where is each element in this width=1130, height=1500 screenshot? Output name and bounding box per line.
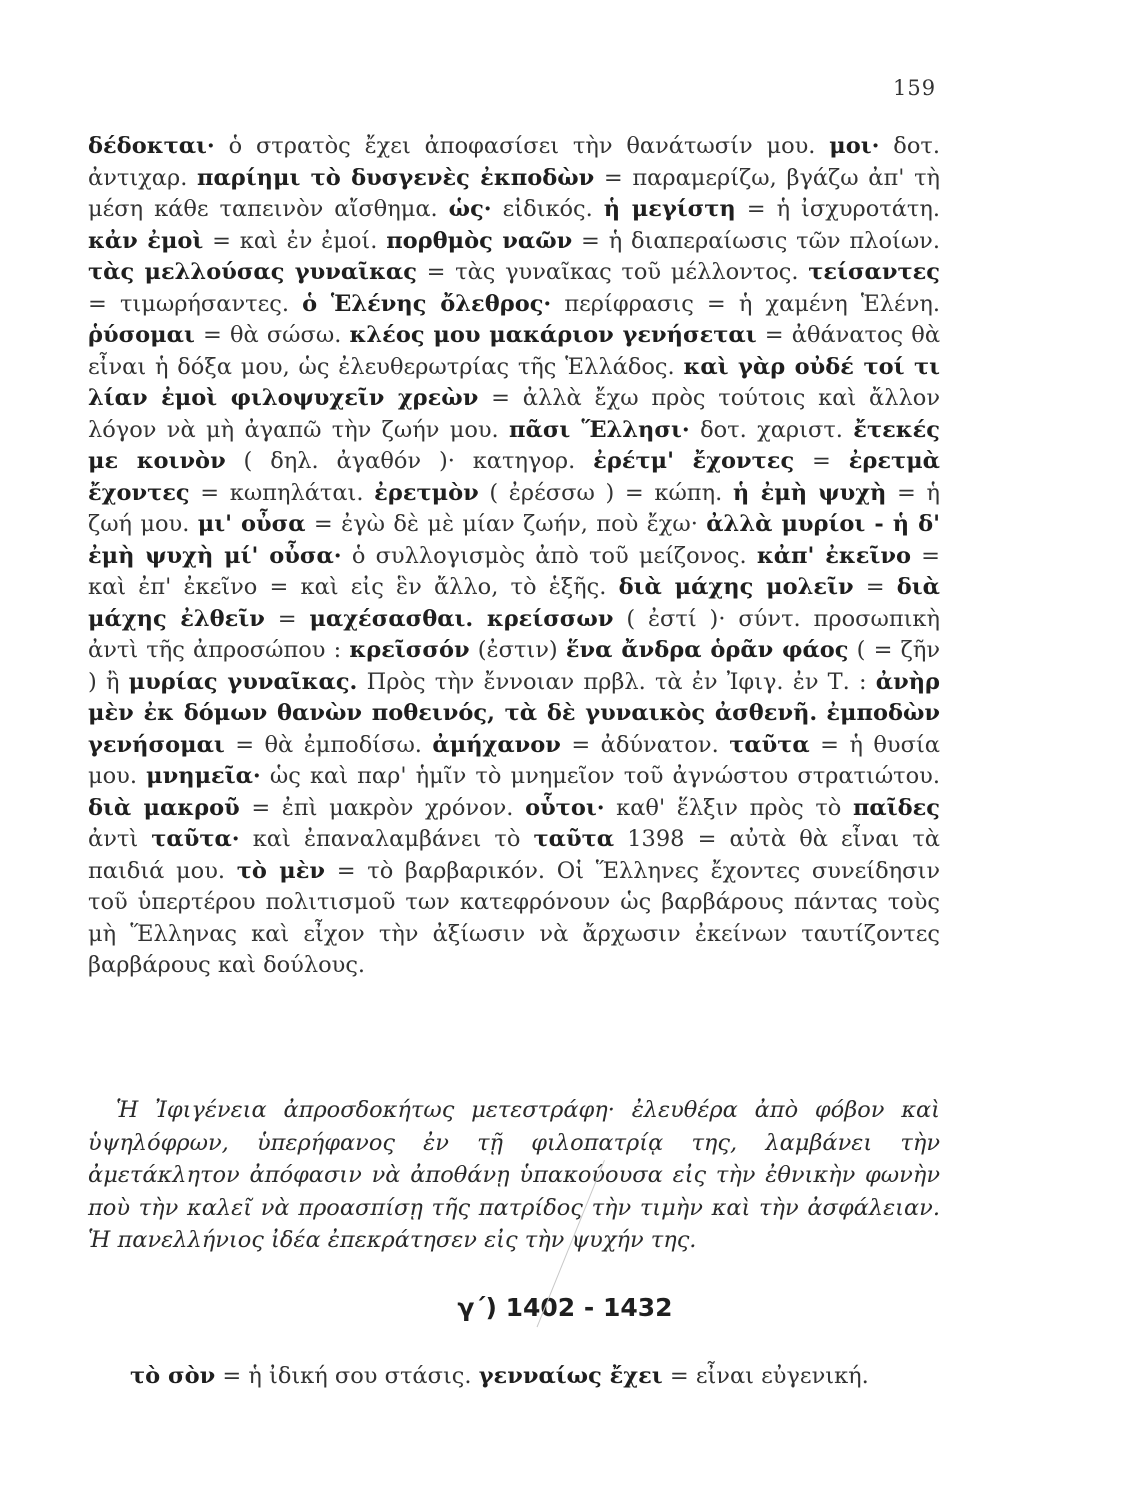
commentary-lemma: τὰς μελλούσας γυναῖκας [88, 259, 417, 285]
commentary-lemma: ὁ Ἑλένης ὄλεθρος· [302, 290, 552, 317]
commentary-gloss: Πρὸς τὴν ἔννοιαν πρβλ. τὰ ἐν Ἰφιγ. ἐν Τ. : [357, 668, 876, 695]
commentary-gloss: ( ἐστί )· σύντ. προσωπικὴ ἀντὶ τῆς ἀπροσώπου : [88, 605, 940, 663]
commentary-gloss: = τὰς γυναῖκας τοῦ μέλλοντος. [416, 259, 809, 285]
commentary-lemma: διὰ μακροῦ [88, 794, 240, 821]
commentary-gloss: = τιμωρήσαντες. [88, 290, 303, 317]
commentary-lemma: ἡ ἐμὴ ψυχὴ [732, 479, 887, 506]
commentary-lemma: τὸ σὸν [130, 1363, 216, 1389]
commentary-gloss: = ἀλλὰ ἔχω πρὸς τούτοις καὶ ἄλλον λόγον νὰ μὴ ἀγαπῶ τὴν ζωήν μου. [88, 385, 940, 443]
commentary-lemma: ἀλλὰ μυρίοι - ἡ δ' ἐμὴ ψυχὴ μί' οὖσα· [88, 511, 940, 569]
commentary-lemma: διὰ μάχης μολεῖν [618, 574, 854, 600]
commentary-lemma: μυρίας γυναῖκας. [128, 668, 358, 695]
commentary-gloss: = θὰ σώσω. [194, 322, 350, 348]
commentary-lemma: κἀν ἐμοὶ [88, 227, 204, 254]
commentary-lemma: μοι· [829, 133, 880, 159]
commentary-gloss: = ἡ ἰσχυροτάτη. [735, 196, 941, 222]
commentary-lemma: κἀπ' ἐκεῖνο [756, 542, 911, 569]
commentary-lemma: παρίημι τὸ δυσγενὲς ἐκποδὼν [197, 164, 595, 191]
commentary-gloss: καθ' ἕλξιν πρὸς τὸ [604, 794, 853, 821]
commentary-gloss: = ἡ ζωή μου. [88, 479, 940, 537]
commentary-lemma: δέδοκται· [88, 133, 215, 159]
commentary-lemma: ῥύσομαι [88, 322, 195, 348]
commentary-gloss: ( δηλ. ἀγαθόν )· κατηγορ. [225, 448, 594, 474]
commentary-lemma: ἕνα ἄνδρα ὁρᾶν φάος [565, 637, 849, 663]
section-heading: γ΄) 1402 - 1432 [457, 1293, 673, 1322]
commentary-lemma: ἐμποδὼν γενήσομαι [88, 700, 940, 758]
commentary-gloss: 1398 = αὐτὰ θὰ εἶναι τὰ παιδιά μου. [88, 826, 940, 884]
commentary-lemma: ἀνὴρ μὲν ἐκ δόμων θανὼν ποθεινός, τὰ δὲ γυναικὸς ἀσθενῆ. [88, 668, 941, 726]
commentary-gloss: = καὶ ἐπ' ἐκεῖνο = καὶ εἰς ἓν ἄλλο, τὸ ἑξῆς. [88, 542, 940, 600]
summary-paragraph: Ἡ Ἰφιγένεια ἀπροσδοκήτως μετεστράφη· ἐλευθέρα ἀπὸ φόβον καὶ ὑψηλόφρων, ὑπερήφανος ἐν τῇ φιλοπατρίᾳ της, λαμβάνει τὴν ἀμετάκλητον ἀπόφασιν νὰ ἀποθάνῃ ὑπακούουσα εἰς τὴν ἐθνικὴν φωνὴν ποὺ τὴν καλεῖ νὰ προασπίσῃ τῆς πατρίδος τὴν τιμὴν καὶ τὴν ἀσφάλειαν. Ἡ πανελλήνιος ἰδέα ἐπεκράτησεν εἰς τὴν ψυχήν της. [88, 1097, 940, 1253]
commentary-gloss: = ἐπὶ μακρὸν χρόνον. [239, 794, 526, 821]
commentary-gloss: = ἡ διαπεραίωσις τῶν πλοίων. [572, 227, 940, 254]
commentary-gloss: δοτ. χαριστ. [689, 416, 854, 443]
commentary-gloss: = παραμερίζω, βγάζω ἀπ' τὴ μέση κάθε ταπεινὸν αἴσθημα. [88, 164, 940, 222]
commentary-lemma: ταῦτα [729, 731, 810, 758]
commentary-gloss: = ἡ ἰδική σου στάσις. [215, 1363, 479, 1389]
commentary-paragraph [88, 131, 940, 982]
commentary-lemma: ἐρετμὸν [374, 479, 479, 506]
commentary-lemma: ὡς· [448, 196, 492, 222]
commentary-gloss: ὁ στρατὸς ἔχει ἀποφασίσει τὴν θανάτωσίν μου. [214, 133, 830, 159]
commentary-gloss: καὶ ἐπαναλαμβάνει τὸ [239, 826, 534, 852]
commentary-gloss: ( = ζῆν ) ἢ [88, 637, 940, 695]
commentary-gloss: = [794, 448, 849, 474]
commentary-lemma: τὸ μὲν [236, 857, 326, 884]
commentary-lemma: μαχέσασθαι. κρείσσων [309, 605, 614, 632]
commentary-lemma: κρεῖσσόν [349, 637, 470, 663]
commentary-gloss: = ἐγὼ δὲ μὲ μίαν ζωήν, ποὺ ἔχω· [305, 511, 707, 537]
commentary-gloss: = [264, 605, 310, 632]
commentary-gloss: = ἡ θυσία μου. [88, 731, 940, 789]
commentary-lemma: οὗτοι· [525, 794, 605, 821]
commentary-lemma: ἡ μεγίστη [603, 196, 736, 222]
commentary-gloss: (ἐστιν) [469, 637, 566, 663]
commentary-gloss: ἀντὶ [88, 826, 152, 852]
commentary-lemma: ἔτεκές με κοινὸν [88, 416, 941, 474]
commentary-lemma: τείσαντες [808, 259, 940, 285]
commentary-gloss: περίφρασις = ἡ χαμένη Ἑλένη. [551, 290, 941, 317]
commentary-gloss: εἰδικός. [491, 196, 604, 222]
commentary-lemma: γενναίως ἔχει [478, 1363, 663, 1389]
commentary-gloss: = ἀθάνατος θὰ εἶναι ἡ δόξα μου, ὡς ἐλευθερωτρίας τῆς Ἑλλάδος. [88, 322, 941, 380]
commentary-gloss: = καὶ ἐν ἐμοί. [203, 227, 387, 254]
commentary-gloss [817, 700, 826, 726]
commentary-gloss: δοτ. ἀντιχαρ. [88, 133, 940, 191]
commentary-lemma: πορθμὸς ναῶν [386, 227, 573, 254]
commentary-gloss: ( ἐρέσσω ) = κώπη. [478, 479, 733, 506]
commentary-lemma: ἀμήχανον [432, 731, 561, 758]
commentary-gloss: ὡς καὶ παρ' ἡμῖν τὸ μνημεῖον τοῦ ἀγνώστου στρατιώτου. [260, 763, 940, 789]
commentary-lemma: ταῦτα [533, 826, 615, 852]
commentary-lemma: παῖδες [852, 794, 940, 821]
commentary-lemma: καὶ γὰρ οὐδέ τοί τι λίαν ἐμοὶ φιλοψυχεῖν χρεὼν [88, 353, 940, 411]
commentary-lemma: ἐρέτμ' ἔχοντες [593, 448, 795, 474]
commentary-lemma: κλέος μου μακάριον γενήσεται [349, 322, 757, 348]
commentary-gloss: = εἶναι εὐγενική. [662, 1363, 869, 1389]
commentary-lemma: ἐρετμὰ ἔχοντες [88, 448, 940, 506]
commentary-gloss: = τὸ βαρβαρικόν. Οἱ Ἕλληνες ἔχοντες συνείδησιν τοῦ ὑπερτέρου πολιτισμοῦ των κατεφρόνουν ὡς βαρβάρους πάντας τοὺς μὴ Ἕλληνας καὶ εἶχον τὴν ἀξίωσιν νὰ ἄρχωσιν ἐκείνων ταυτίζοντες βαρβάρους καὶ δούλους. [88, 857, 941, 978]
commentary-gloss: = κωπηλάται. [189, 479, 375, 506]
commentary-gloss: = θὰ ἐμποδίσω. [224, 731, 433, 758]
commentary-gloss: ὁ συλλογισμὸς ἀπὸ τοῦ μείζονος. [341, 542, 757, 569]
commentary-lemma: πᾶσι Ἕλλησι· [509, 416, 690, 443]
commentary-lemma: μνημεῖα· [146, 763, 261, 789]
page-number: 159 [893, 76, 937, 100]
commentary-gloss: = ἀδύνατον. [560, 731, 730, 758]
commentary-lemma: διὰ μάχης ἐλθεῖν [88, 574, 940, 632]
commentary-line [130, 1361, 942, 1392]
commentary-lemma: ταῦτα· [151, 826, 240, 852]
commentary-lemma: μι' οὖσα [197, 511, 306, 537]
commentary-gloss: = [853, 574, 897, 600]
